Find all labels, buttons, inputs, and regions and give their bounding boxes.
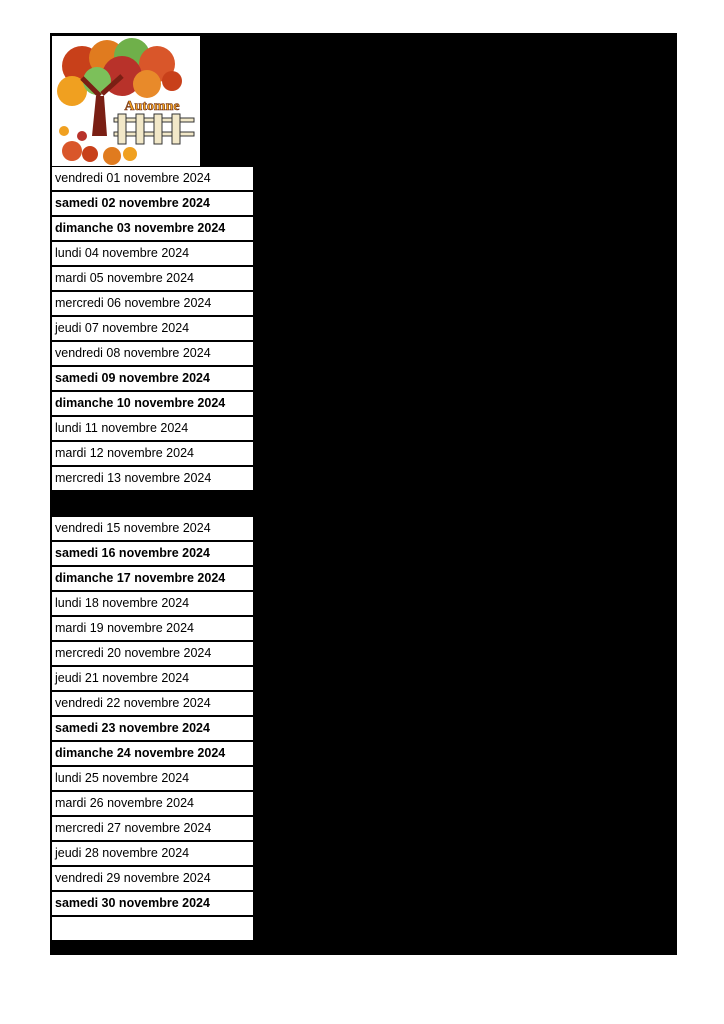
date-row: samedi 09 novembre 2024 <box>52 367 253 390</box>
date-row: samedi 30 novembre 2024 <box>52 892 253 915</box>
date-row: vendredi 15 novembre 2024 <box>52 517 253 540</box>
date-row: vendredi 01 novembre 2024 <box>52 167 253 190</box>
date-row: jeudi 07 novembre 2024 <box>52 317 253 340</box>
date-row: lundi 25 novembre 2024 <box>52 767 253 790</box>
date-row: mardi 26 novembre 2024 <box>52 792 253 815</box>
date-list <box>52 167 253 942</box>
autumn-logo-icon <box>52 36 200 166</box>
date-row: lundi 11 novembre 2024 <box>52 417 253 440</box>
date-row: jeudi 21 novembre 2024 <box>52 667 253 690</box>
date-row: vendredi 29 novembre 2024 <box>52 867 253 890</box>
date-row: mercredi 06 novembre 2024 <box>52 292 253 315</box>
date-row: samedi 23 novembre 2024 <box>52 717 253 740</box>
date-row: vendredi 22 novembre 2024 <box>52 692 253 715</box>
date-row: mardi 19 novembre 2024 <box>52 617 253 640</box>
date-row: jeudi 28 novembre 2024 <box>52 842 253 865</box>
date-row: dimanche 24 novembre 2024 <box>52 742 253 765</box>
date-row: mercredi 27 novembre 2024 <box>52 817 253 840</box>
date-row <box>52 917 253 940</box>
date-row: mercredi 13 novembre 2024 <box>52 467 253 490</box>
date-row: mercredi 20 novembre 2024 <box>52 642 253 665</box>
date-row: mardi 12 novembre 2024 <box>52 442 253 465</box>
date-row: vendredi 08 novembre 2024 <box>52 342 253 365</box>
date-row: dimanche 17 novembre 2024 <box>52 567 253 590</box>
date-row: samedi 02 novembre 2024 <box>52 192 253 215</box>
date-row: dimanche 03 novembre 2024 <box>52 217 253 240</box>
date-row: samedi 16 novembre 2024 <box>52 542 253 565</box>
logo-title: Automne <box>124 99 180 114</box>
date-row: mardi 05 novembre 2024 <box>52 267 253 290</box>
date-row: lundi 18 novembre 2024 <box>52 592 253 615</box>
row-gap <box>52 492 253 515</box>
date-row: dimanche 10 novembre 2024 <box>52 392 253 415</box>
date-row: lundi 04 novembre 2024 <box>52 242 253 265</box>
